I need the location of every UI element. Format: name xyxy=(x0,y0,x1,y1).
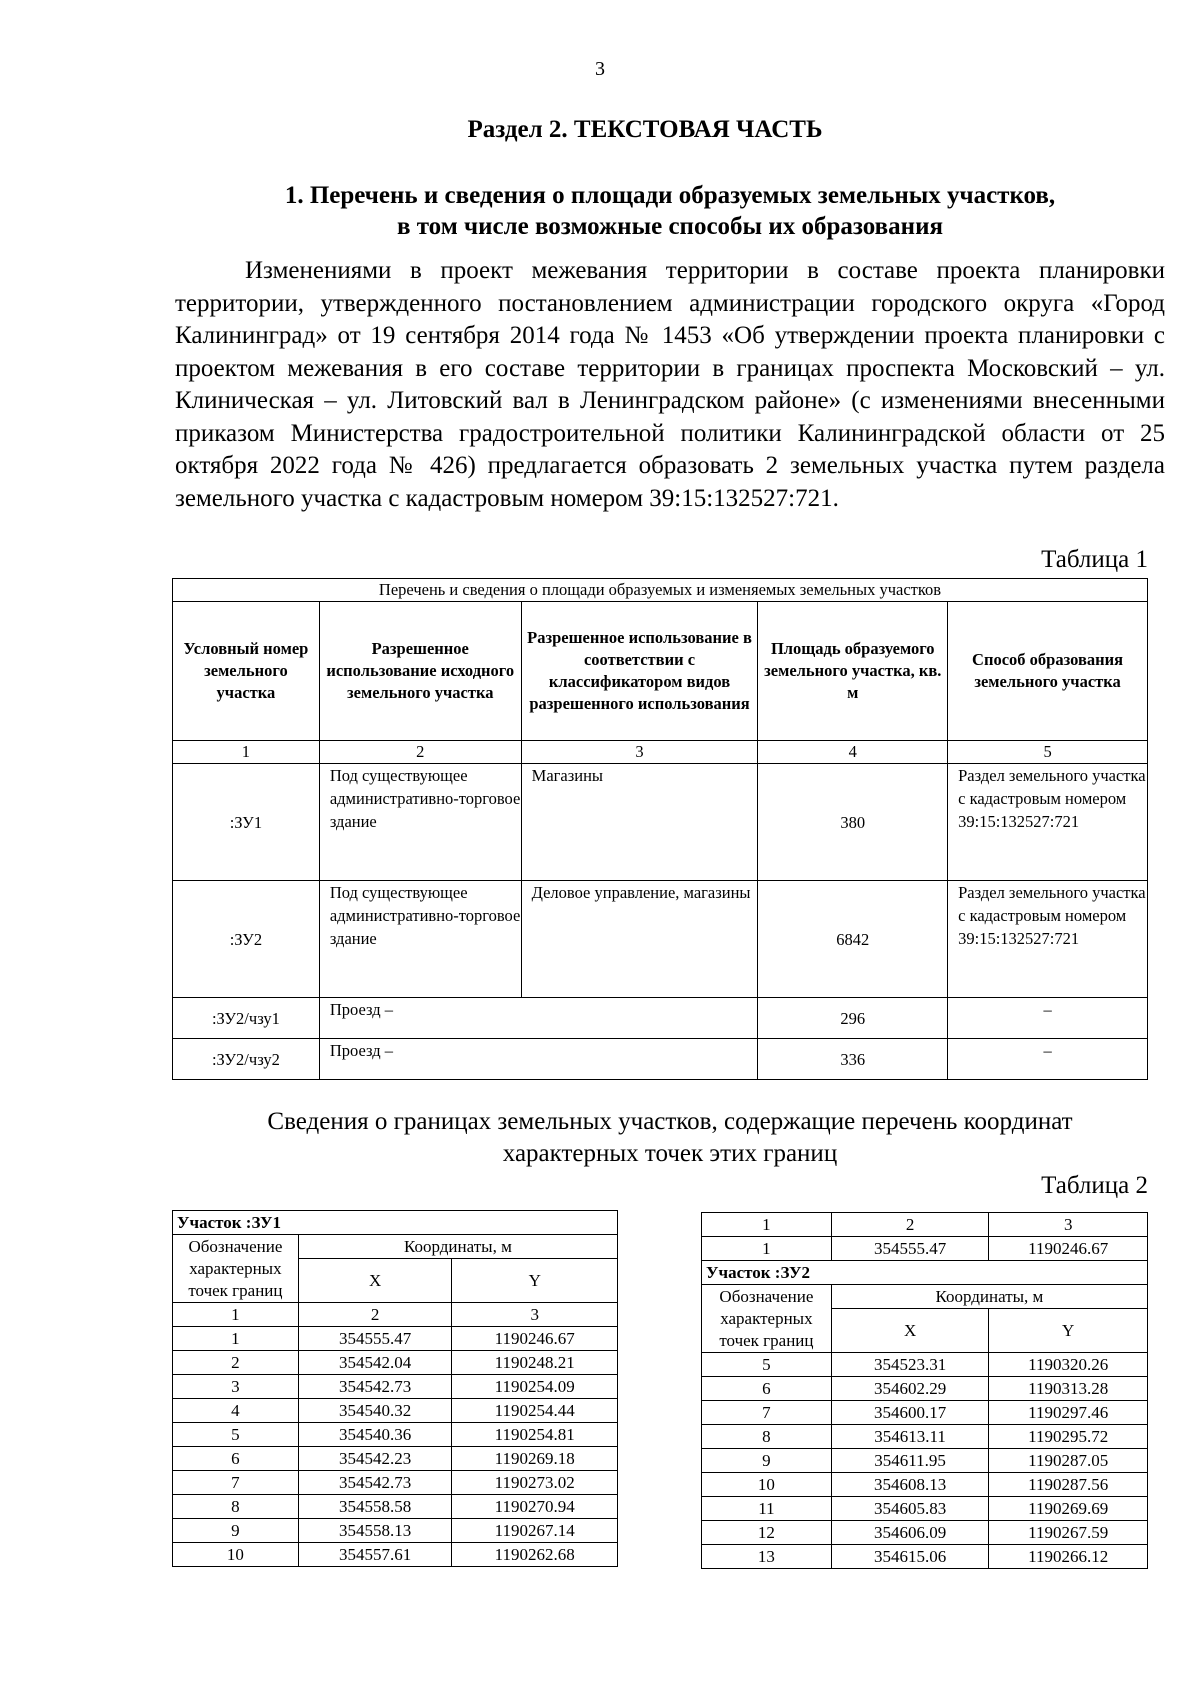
y-column-header: Y xyxy=(989,1309,1148,1353)
point-x: 354542.73 xyxy=(298,1471,452,1495)
point-x: 354615.06 xyxy=(831,1545,989,1569)
point-y: 1190254.44 xyxy=(452,1399,618,1423)
point-y: 1190248.21 xyxy=(452,1351,618,1375)
coordinates-table-plot1 xyxy=(172,1210,618,1567)
point-id: 6 xyxy=(173,1447,299,1471)
point-x: 354557.61 xyxy=(298,1543,452,1567)
point-y: 1190287.05 xyxy=(989,1449,1148,1473)
point-id: 6 xyxy=(702,1377,832,1401)
column-number: 5 xyxy=(948,741,1148,764)
page-number: 3 xyxy=(595,58,605,80)
plot-area: 380 xyxy=(758,764,948,881)
table-row xyxy=(173,998,1148,1039)
point-id: 7 xyxy=(702,1401,832,1425)
point-x: 354608.13 xyxy=(831,1473,989,1497)
table-row xyxy=(173,1399,618,1423)
plot-id: :ЗУ2/чзу1 xyxy=(173,998,320,1039)
table-row xyxy=(702,1401,1148,1425)
table1-header: Способ образования земельного участка xyxy=(948,602,1148,741)
point-y: 1190262.68 xyxy=(452,1543,618,1567)
point-x: 354555.47 xyxy=(831,1237,989,1261)
point-y: 1190270.94 xyxy=(452,1495,618,1519)
point-id: 10 xyxy=(702,1473,832,1497)
permitted-use: Магазины xyxy=(521,764,758,881)
point-x: 354602.29 xyxy=(831,1377,989,1401)
table-row xyxy=(702,1237,1148,1261)
point-id: 8 xyxy=(173,1495,299,1519)
point-y: 1190246.67 xyxy=(452,1327,618,1351)
point-y: 1190267.59 xyxy=(989,1521,1148,1545)
point-x: 354540.36 xyxy=(298,1423,452,1447)
plot-id: :ЗУ2/чзу2 xyxy=(173,1039,320,1080)
subsection-title xyxy=(175,180,1165,242)
point-x: 354558.13 xyxy=(298,1519,452,1543)
formation-method: Раздел земельного участка с кадастровым номером 39:15:132527:721 xyxy=(948,881,1148,998)
point-y: 1190313.28 xyxy=(989,1377,1148,1401)
plot-id: :ЗУ1 xyxy=(173,764,320,881)
point-id: 7 xyxy=(173,1471,299,1495)
point-y: 1190295.72 xyxy=(989,1425,1148,1449)
point-y: 1190287.56 xyxy=(989,1473,1148,1497)
point-id: 2 xyxy=(173,1351,299,1375)
point-y: 1190269.18 xyxy=(452,1447,618,1471)
table-row xyxy=(173,1351,618,1375)
plot-label: Участок :ЗУ2 xyxy=(702,1261,1148,1285)
point-x: 354523.31 xyxy=(831,1353,989,1377)
point-id: 5 xyxy=(173,1423,299,1447)
point-x: 354611.95 xyxy=(831,1449,989,1473)
coords-column-header: Координаты, м xyxy=(298,1235,617,1259)
table-row xyxy=(702,1497,1148,1521)
table-row xyxy=(173,1471,618,1495)
table1-header: Разрешенное использование исходного земельного участка xyxy=(319,602,521,741)
table1-header: Условный номер земельного участка xyxy=(173,602,320,741)
point-id: 12 xyxy=(702,1521,832,1545)
point-y: 1190254.09 xyxy=(452,1375,618,1399)
point-y: 1190246.67 xyxy=(989,1237,1148,1261)
point-x: 354555.47 xyxy=(298,1327,452,1351)
column-number: 2 xyxy=(298,1303,452,1327)
coords-column-header: Координаты, м xyxy=(831,1285,1147,1309)
column-number: 4 xyxy=(758,741,948,764)
x-column-header: X xyxy=(298,1259,452,1303)
table-row xyxy=(173,1447,618,1471)
point-id: 9 xyxy=(173,1519,299,1543)
table2-caption: Таблица 2 xyxy=(1041,1172,1148,1199)
point-y: 1190273.02 xyxy=(452,1471,618,1495)
table-row xyxy=(173,1375,618,1399)
column-number: 2 xyxy=(319,741,521,764)
y-column-header: Y xyxy=(452,1259,618,1303)
sub-plot-description: Проезд – xyxy=(319,1039,758,1080)
point-y: 1190269.69 xyxy=(989,1497,1148,1521)
table-row xyxy=(173,1519,618,1543)
point-x: 354542.73 xyxy=(298,1375,452,1399)
point-x: 354605.83 xyxy=(831,1497,989,1521)
table1-title: Перечень и сведения о площади образуемых и изменяемых земельных участков xyxy=(173,579,1148,602)
point-y: 1190297.46 xyxy=(989,1401,1148,1425)
table-row xyxy=(173,881,1148,998)
point-id: 11 xyxy=(702,1497,832,1521)
point-y: 1190320.26 xyxy=(989,1353,1148,1377)
table-row xyxy=(173,764,1148,881)
column-number: 3 xyxy=(989,1213,1148,1237)
point-id: 13 xyxy=(702,1545,832,1569)
point-x: 354540.32 xyxy=(298,1399,452,1423)
formation-method: – xyxy=(948,998,1148,1039)
x-column-header: X xyxy=(831,1309,989,1353)
table-row xyxy=(173,1495,618,1519)
point-y: 1190266.12 xyxy=(989,1545,1148,1569)
point-x: 354613.11 xyxy=(831,1425,989,1449)
point-y: 1190267.14 xyxy=(452,1519,618,1543)
point-x: 354558.58 xyxy=(298,1495,452,1519)
column-number: 2 xyxy=(831,1213,989,1237)
intro-paragraph: Изменениями в проект межевания территории в составе проекта планировки территории, утвержденного постановлением администрации городского округа «Город Калининград» от 19 сентября 2014 года № 1453 «Об утверждении проекта планировки с проектом межевания в его составе территории в границах проспекта Московский – ул. Клиническая – ул. Литовский вал в Ленинградском районе» (с изменениями внесенными приказом Министерства градостроительной политики Калининградской области от 25 октября 2022 года № 426) предлагается образовать 2 земельных участка путем раздела земельного участка с кадастровым номером 39:15:132527:721. xyxy=(175,257,1165,512)
plot-label: Участок :ЗУ1 xyxy=(173,1211,618,1235)
table-row xyxy=(702,1377,1148,1401)
column-number: 3 xyxy=(521,741,758,764)
table1-header: Площадь образуемого земельного участка, кв. м xyxy=(758,602,948,741)
sub-plot-description: Проезд – xyxy=(319,998,758,1039)
coordinates-table-plot2 xyxy=(701,1212,1148,1569)
column-number: 1 xyxy=(173,1303,299,1327)
source-use: Под существующее административно-торговое здание xyxy=(319,881,521,998)
table-row xyxy=(702,1449,1148,1473)
permitted-use: Деловое управление, магазины xyxy=(521,881,758,998)
table-row xyxy=(702,1425,1148,1449)
plot-area: 336 xyxy=(758,1039,948,1080)
formation-method: – xyxy=(948,1039,1148,1080)
column-number: 3 xyxy=(452,1303,618,1327)
point-id: 8 xyxy=(702,1425,832,1449)
point-x: 354606.09 xyxy=(831,1521,989,1545)
table2-heading-line2: характерных точек этих границ xyxy=(502,1140,838,1167)
table-row xyxy=(173,1327,618,1351)
point-id: 4 xyxy=(173,1399,299,1423)
table1-caption: Таблица 1 xyxy=(1041,546,1148,573)
point-x: 354542.23 xyxy=(298,1447,452,1471)
point-y: 1190254.81 xyxy=(452,1423,618,1447)
table-row xyxy=(702,1473,1148,1497)
table1 xyxy=(172,578,1148,1080)
point-id: 1 xyxy=(702,1237,832,1261)
column-number: 1 xyxy=(173,741,320,764)
table2-heading xyxy=(175,1106,1165,1170)
table-row xyxy=(702,1353,1148,1377)
table1-header: Разрешенное использование в соответствии с классификатором видов разрешенного использования xyxy=(521,602,758,741)
point-id: 9 xyxy=(702,1449,832,1473)
point-column-header: Обозначение характерных точек границ xyxy=(173,1235,299,1303)
source-use: Под существующее административно-торговое здание xyxy=(319,764,521,881)
formation-method: Раздел земельного участка с кадастровым номером 39:15:132527:721 xyxy=(948,764,1148,881)
table-row xyxy=(173,1039,1148,1080)
plot-id: :ЗУ2 xyxy=(173,881,320,998)
table-row xyxy=(702,1545,1148,1569)
section-title: Раздел 2. ТЕКСТОВАЯ ЧАСТЬ xyxy=(467,116,823,143)
subsection-title-line2: в том числе возможные способы их образования xyxy=(396,213,943,240)
table-row xyxy=(173,1543,618,1567)
table-row xyxy=(702,1521,1148,1545)
plot-area: 6842 xyxy=(758,881,948,998)
table2-heading-line1: Сведения о границах земельных участков, содержащие перечень координат xyxy=(267,1108,1073,1135)
subsection-title-line1: 1. Перечень и сведения о площади образуемых земельных участков, xyxy=(284,182,1056,209)
point-column-header: Обозначение характерных точек границ xyxy=(702,1285,832,1353)
point-id: 3 xyxy=(173,1375,299,1399)
plot-area: 296 xyxy=(758,998,948,1039)
point-id: 1 xyxy=(173,1327,299,1351)
point-x: 354600.17 xyxy=(831,1401,989,1425)
table-row xyxy=(173,1423,618,1447)
column-number: 1 xyxy=(702,1213,832,1237)
point-id: 10 xyxy=(173,1543,299,1567)
point-id: 5 xyxy=(702,1353,832,1377)
point-x: 354542.04 xyxy=(298,1351,452,1375)
